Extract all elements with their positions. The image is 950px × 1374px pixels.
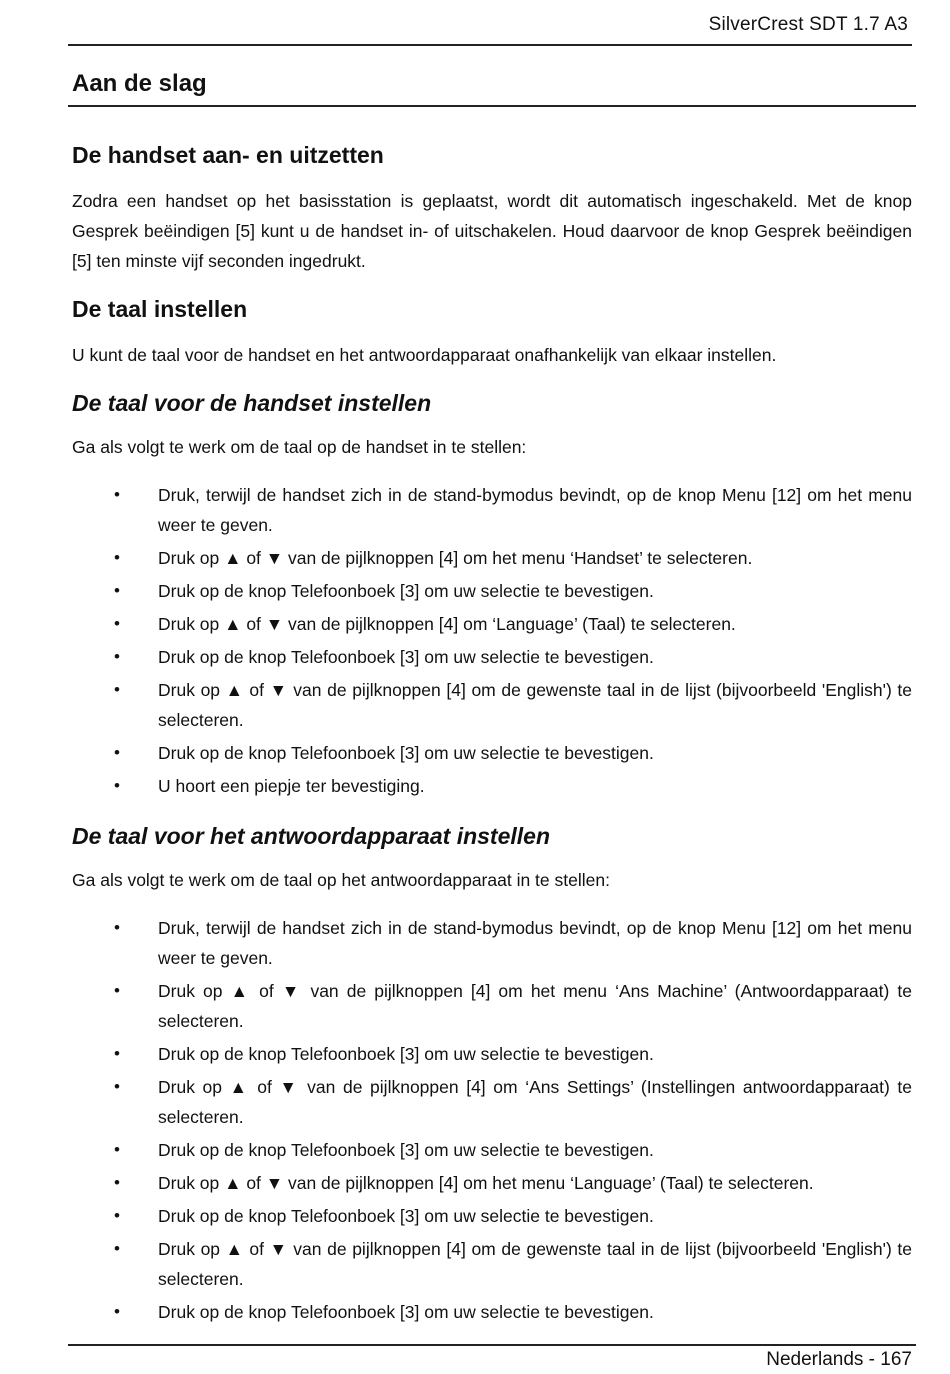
header-divider	[68, 44, 912, 46]
bullet-icon: •	[114, 1206, 120, 1225]
answering-machine-steps-list	[72, 913, 912, 1327]
list-item	[72, 543, 912, 573]
list-item	[72, 1201, 912, 1231]
list-item-text: Druk op ▲ of ▼ van de pijlknoppen [4] om het menu ‘Ans Machine’ (Antwoordapparaat) te selecteren.	[158, 981, 912, 1031]
list-item	[72, 1234, 912, 1294]
bullet-icon: •	[114, 918, 120, 937]
list-item	[72, 609, 912, 639]
paragraph-language-settings: U kunt de taal voor de handset en het antwoordapparaat onafhankelijk van elkaar instellen.	[72, 345, 777, 365]
section-divider	[68, 105, 916, 107]
list-item	[72, 1297, 912, 1327]
list-item	[72, 642, 912, 672]
list-item-text: Druk op de knop Telefoonboek [3] om uw selectie te bevestigen.	[158, 581, 654, 601]
list-item	[72, 738, 912, 768]
bullet-icon: •	[114, 581, 120, 600]
bullet-icon: •	[114, 680, 120, 699]
paragraph-handset-language: Ga als volgt te werk om de taal op de handset in te stellen:	[72, 437, 527, 457]
heading-handset-on-off: De handset aan- en uitzetten	[72, 142, 384, 168]
bullet-icon: •	[114, 1140, 120, 1159]
list-item-text: Druk op ▲ of ▼ van de pijlknoppen [4] om het menu ‘Language’ (Taal) te selecteren.	[158, 1173, 814, 1193]
bullet-icon: •	[114, 743, 120, 762]
list-item	[72, 480, 912, 540]
paragraph-answering-machine-language: Ga als volgt te werk om de taal op het antwoordapparaat in te stellen:	[72, 870, 610, 890]
page-content	[72, 140, 912, 1347]
list-item-text: Druk op ▲ of ▼ van de pijlknoppen [4] om het menu ‘Handset’ te selecteren.	[158, 548, 753, 568]
footer-divider	[68, 1344, 916, 1346]
bullet-icon: •	[114, 1173, 120, 1192]
list-item-text: Druk, terwijl de handset zich in de stand-bymodus bevindt, op de knop Menu [12] om het menu weer te geven.	[158, 485, 912, 535]
list-item	[72, 1072, 912, 1132]
bullet-icon: •	[114, 647, 120, 666]
bullet-icon: •	[114, 548, 120, 567]
list-item-text: Druk op ▲ of ▼ van de pijlknoppen [4] om de gewenste taal in de lijst (bijvoorbeeld 'English') te selecteren.	[158, 680, 912, 730]
paragraph-handset-on-off: Zodra een handset op het basisstation is geplaatst, wordt dit automatisch ingeschakeld. Met de knop Gesprek beëindigen [5] kunt u de handset in- of uitschakelen. Houd daarvoor de knop Gesprek beëindigen [5] ten minste vijf seconden ingedrukt.	[72, 191, 912, 271]
list-item-text: Druk op de knop Telefoonboek [3] om uw selectie te bevestigen.	[158, 1140, 654, 1160]
list-item-text: U hoort een piepje ter bevestiging.	[158, 776, 425, 796]
list-item	[72, 1168, 912, 1198]
list-item	[72, 675, 912, 735]
bullet-icon: •	[114, 776, 120, 795]
list-item	[72, 913, 912, 973]
list-item	[72, 576, 912, 606]
list-item	[72, 1135, 912, 1165]
list-item-text: Druk op ▲ of ▼ van de pijlknoppen [4] om ‘Ans Settings’ (Instellingen antwoordapparaat) te selecteren.	[158, 1077, 912, 1127]
list-item	[72, 976, 912, 1036]
running-header: SilverCrest SDT 1.7 A3	[708, 14, 908, 35]
bullet-icon: •	[114, 1044, 120, 1063]
bullet-icon: •	[114, 1077, 120, 1096]
list-item-text: Druk op ▲ of ▼ van de pijlknoppen [4] om de gewenste taal in de lijst (bijvoorbeeld 'English') te selecteren.	[158, 1239, 912, 1289]
list-item	[72, 771, 912, 801]
list-item-text: Druk op de knop Telefoonboek [3] om uw selectie te bevestigen.	[158, 743, 654, 763]
bullet-icon: •	[114, 614, 120, 633]
list-item-text: Druk op de knop Telefoonboek [3] om uw selectie te bevestigen.	[158, 1044, 654, 1064]
list-item-text: Druk op de knop Telefoonboek [3] om uw selectie te bevestigen.	[158, 1206, 654, 1226]
list-item-text: Druk, terwijl de handset zich in de stand-bymodus bevindt, op de knop Menu [12] om het menu weer te geven.	[158, 918, 912, 968]
list-item	[72, 1039, 912, 1069]
bullet-icon: •	[114, 981, 120, 1000]
heading-language-settings: De taal instellen	[72, 296, 248, 322]
bullet-icon: •	[114, 1302, 120, 1321]
heading-answering-machine-language: De taal voor het antwoordapparaat instellen	[72, 823, 550, 849]
handset-steps-list	[72, 480, 912, 801]
bullet-icon: •	[114, 1239, 120, 1258]
section-title: Aan de slag	[72, 70, 207, 97]
list-item-text: Druk op ▲ of ▼ van de pijlknoppen [4] om ‘Language’ (Taal) te selecteren.	[158, 614, 736, 634]
list-item-text: Druk op de knop Telefoonboek [3] om uw selectie te bevestigen.	[158, 1302, 654, 1322]
page-footer: Nederlands - 167	[766, 1349, 912, 1370]
bullet-icon: •	[114, 485, 120, 504]
list-item-text: Druk op de knop Telefoonboek [3] om uw selectie te bevestigen.	[158, 647, 654, 667]
heading-handset-language: De taal voor de handset instellen	[72, 390, 432, 416]
